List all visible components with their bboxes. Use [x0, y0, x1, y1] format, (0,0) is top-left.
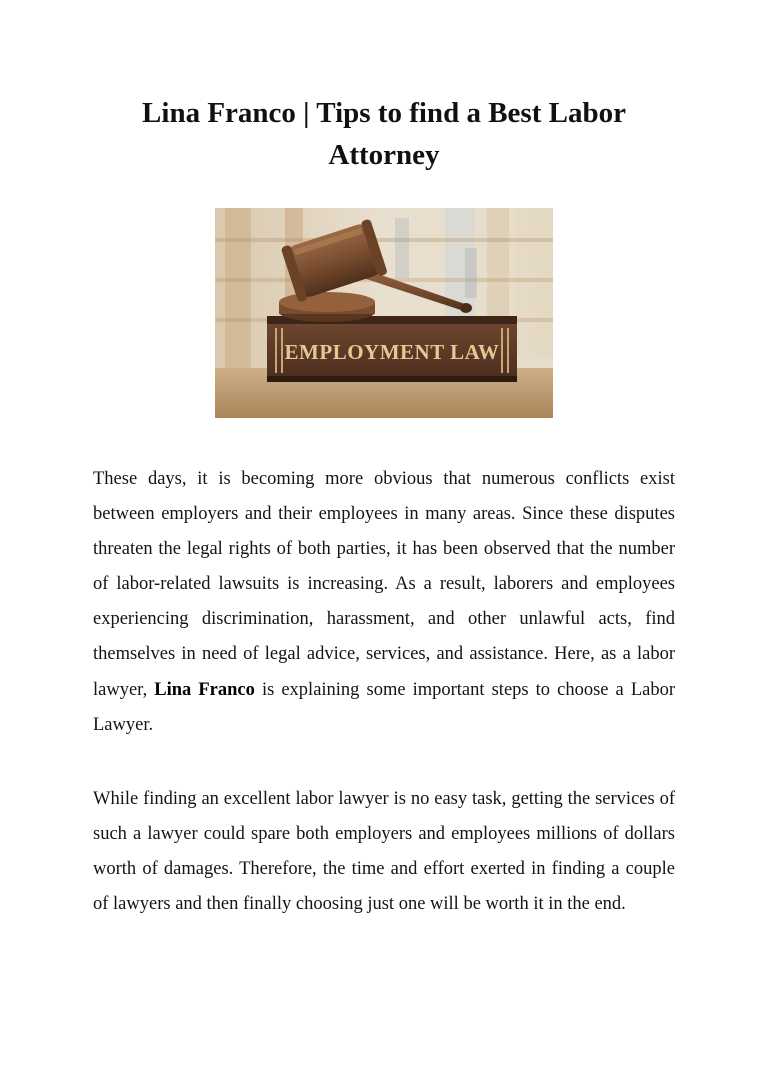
paragraph-intro-text: These days, it is becoming more obvious that numerous conflicts exist between employers and their employees in many areas. Since these disputes threaten the legal rights of both parties, it has been observed that the number of labor-related lawsuits is increasing. As a result, laborers and employees experiencing discrimination, harassment, and other unlawful acts, find themselves in need of legal advice, services, and assistance. Here, as a labor lawyer,	[93, 469, 675, 700]
author-name-bold: Lina Franco	[154, 679, 255, 700]
paragraph-second: While finding an excellent labor lawyer is no easy task, getting the services of such a lawyer could spare both employers and employees millions of dollars worth of damages. Therefore, the time and effort exerted in finding a couple of lawyers and then finally choosing just one will be worth it in the end.	[93, 789, 675, 915]
paragraph-intro-text-end: is explaining some important steps to choose a Labor Lawyer.	[93, 679, 675, 735]
gavel-book-image	[215, 208, 553, 418]
paragraph-intro	[93, 462, 675, 743]
book-spine-text: EMPLOYMENT LAW	[284, 340, 500, 364]
document-title: Lina Franco | Tips to find a Best Labor Attorney	[142, 97, 626, 171]
